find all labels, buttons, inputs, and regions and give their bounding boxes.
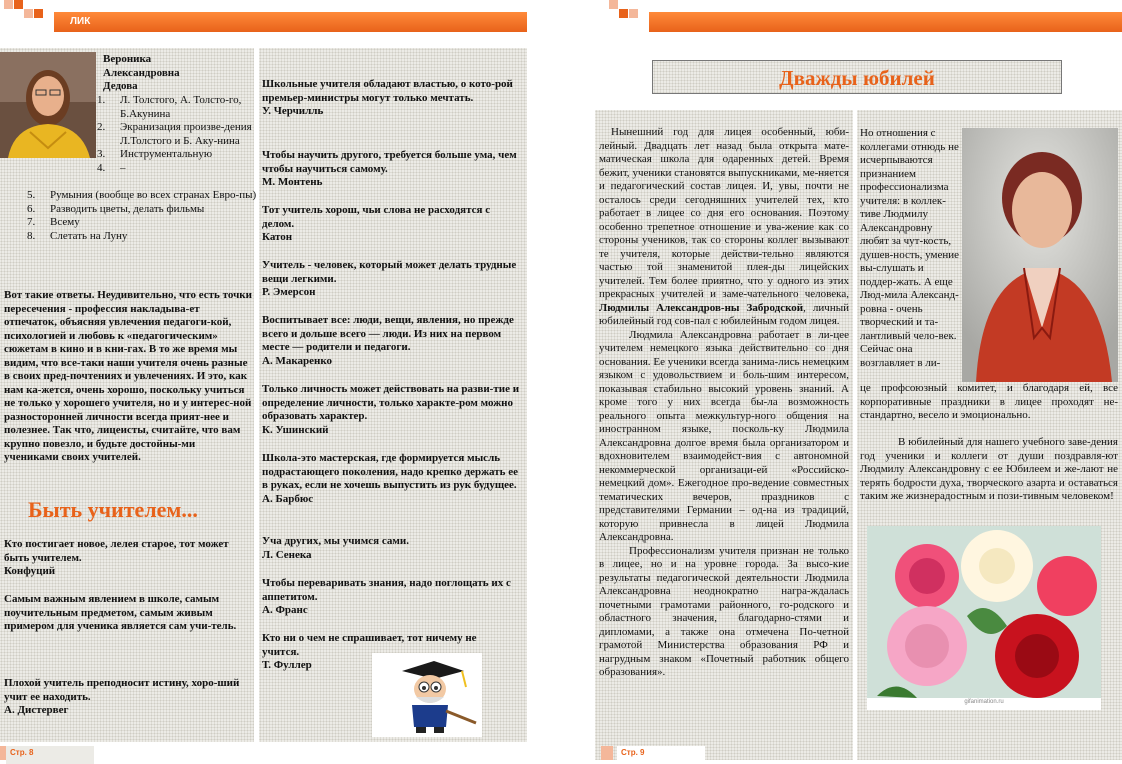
- quote-text: Самым важным явлением в школе, самым поучительным предметом, самым живым примером для ученика является сам учи-тель.: [4, 593, 237, 632]
- page-number-text: Стр. 9: [621, 748, 645, 757]
- quote-text: Уча других, мы учимся сами.: [262, 535, 409, 547]
- answer-item: 3. Инструментальную: [108, 148, 294, 162]
- answer-item: 4. –: [108, 162, 294, 176]
- article-title: Дважды юбилей: [779, 66, 935, 90]
- decor-square: [4, 0, 13, 9]
- professor-cartoon: [372, 653, 482, 737]
- article-col2-intro: Но отношения с коллегами отнюдь не исчерпываются признанием профессионализма учителя: в коллек-тиве Людмилу Александровну любят за чут-кость, душев-ность, умение вы-слушать и поддер-жать. А еще Люд-мила Александ-ровна - очень творческий и та-лантливый чело-век. Сейчас она возглавляет в ли-: [860, 127, 960, 369]
- decor-square: [619, 9, 628, 18]
- profile-name-line: Александровна: [103, 66, 180, 79]
- quote-author: Т. Фуллер: [262, 659, 312, 671]
- footer-marker: [601, 746, 613, 760]
- left-page: [0, 0, 527, 761]
- quote-text: Воспитывает все: люди, вещи, явления, но прежде всего и дольше всего — люди. Из них на первом месте — родители и педагоги.: [262, 314, 514, 353]
- summary-text: Вот такие ответы. Неудивительно, что есть точки пересечения - профессия накладыва-ет отпечаток, объясняя увлечения педагоги-кой, психологией и любовь к «педагогическим» сюжетам в кино и в кни-гах. В то же время мы видим, что все-таки наши учителя очень разные в своих пред-почтениях и увлечениях. И это, как нам ка-жется, очень хорошо, поскольку учиться не только у хорошего учителя, но и у интерес-ной разносторонней личности всегда прият-нее и полезнее. Так что, лицеисты, считайте, что вам крупно повезло, и будьте достойны-ми учениками своих учителей.: [4, 289, 252, 463]
- quote-text: Школьные учителя обладают властью, о кото-рой премьер-министры могут только мечтать.: [262, 78, 513, 104]
- quote-block: [262, 204, 524, 245]
- article-col2-rest: це профсоюзный комитет, и благодаря ей, все корпоративные праздники в лицее проходят не-стандартно, весело и эмоционально.: [860, 382, 1118, 421]
- quote-author: А. Барбюс: [262, 492, 314, 505]
- quote-text: Только личность может действовать на разви-тие и определение личности, только характе-ром можно образовать характер.: [262, 383, 520, 422]
- answer-item: 2. Экранизация произве-дения Л.Толстого и Б. Аку-нина: [108, 121, 294, 148]
- decor-square: [34, 9, 43, 18]
- quote-author: М. Монтень: [262, 176, 323, 188]
- quote-author: А. Франс: [262, 604, 308, 616]
- decor-square: [14, 0, 23, 9]
- answer-item: 6. Разводить цветы, делать фильмы: [38, 203, 288, 217]
- profile-name-line: Дедова: [103, 80, 138, 92]
- quote-author: У. Черчилль: [262, 105, 324, 117]
- article-title-box: [652, 60, 1062, 94]
- answers-list-top: [68, 94, 294, 175]
- profile-name: [103, 53, 253, 94]
- quote-text: Кто постигает новое, лелея старое, тот может быть учителем.: [4, 538, 229, 564]
- teacher-portrait: [962, 128, 1118, 382]
- quote-author: К. Ушинский: [262, 423, 329, 436]
- page-number: [6, 746, 94, 764]
- quote-block: [262, 259, 524, 300]
- profile-name-line: Вероника: [103, 53, 152, 65]
- quote-block: [262, 314, 524, 368]
- quote-author: А. Макаренко: [262, 354, 333, 367]
- paragraph-text: Нынешний год для лицея особенный, юби-лейный. Двадцать лет назад была открыта мате-матическая школа для одаренных детей. Время бежит, ученики становятся выпускниками, ме-няется и педагогический состав лицея. И, увы, почти не осталось среди сегодняшних учителей тех, кто работает в лицее со дня его основания. Поэтому особенно трепетное отношение и ува-жение как со стороны учеников, так со стороны коллег вызывают те учителя, которые действи-тельно являются частью той знаменитой плея-ды лицейских учителей. Тем более приятно, что у одного из этих прекрасных учителей и заме-чательного человека,: [599, 126, 849, 300]
- answer-item: 8. Слетать на Луну: [38, 230, 288, 244]
- header-label: ЛИК: [70, 16, 91, 27]
- quote-text: Учитель - человек, который может делать трудные вещи легкими.: [262, 259, 517, 285]
- right-page: [595, 0, 1122, 761]
- quote-author: Конфуций: [4, 565, 56, 577]
- quote-author: А. Дистервег: [4, 704, 69, 716]
- quote-block: [262, 452, 524, 506]
- quote-text: Школа-это мастерская, где формируется мысль подрастающего поколения, надо крепко держать ее в руках, если не хочешь выпустить из рук будущее.: [262, 452, 518, 491]
- article-col1-text: [599, 126, 849, 680]
- teacher-name: Людмилы Александров-ны Забродской: [599, 301, 804, 314]
- decor-square: [609, 0, 618, 9]
- header-bar: [54, 12, 527, 32]
- quote-author: Р. Эмерсон: [262, 286, 316, 298]
- quote-block: [262, 577, 524, 618]
- decor-square: [629, 9, 638, 18]
- quote-block: [262, 535, 524, 562]
- quote-text: Чтобы научить другого, требуется больше ума, чем чтобы научиться самому.: [262, 149, 517, 175]
- article-paragraph: Людмила Александровна работает в ли-цее учителем немецкого языка действительно со дня основания. Ее ученики всегда занима-лись немецким языком с удовольствием и боль-шим интересом, показывая стабильно высокий уровень знаний. А кроме того у них всегда бы-ла возможность реального опыта межкультур-ного общения на иностранном языке, посколь-ку Людмила Александровна долгое время была организатором и вдохновителем взаимодейст-вия с автономной некоммерческой организаци-ей «Российско-немецкий дом». Ежегодное про-ведение совместных тематических вечеров, праздников с представителями Германии – од-на из традиций, которую привнесла в лицей Людмила Александровна.: [599, 328, 849, 543]
- answer-item: 7. Всему: [38, 216, 288, 230]
- quote-block: [262, 149, 524, 190]
- quote-author: Катон: [262, 231, 293, 243]
- roses-image: [867, 526, 1101, 710]
- quote-text: Чтобы переваривать знания, надо поглощать их с аппетитом.: [262, 577, 511, 603]
- quote-author: Л. Сенека: [262, 548, 312, 561]
- paragraph-text: , личный юбилейный год сов-пал с юбилейным годом лицея.: [599, 301, 849, 327]
- quote-block: [262, 383, 524, 437]
- article-paragraph: Профессионализм учителя признан не только в лицее, но и на уровне города. За высо-кие результаты педагогической деятельности Людмила Александровна неоднократно награ-ждалась почетными грамотами районного, го-родского и областного значения, благодарно-стями и дипломами, а также она отмечена По-четной грамотой Министерства образования РФ и нагрудным знаком «Почетный работник общего образования».: [599, 544, 849, 678]
- section-quote: [4, 538, 252, 579]
- article-col2-wish: В юбилейный для нашего учебного заве-дения год ученики и коллеги от души поздравля-ют Людмилу Александровну с ее Юбилеем и же-лают не терять бодрости духа, творческого азарта и оставаться таким же жизнерадостным и пози-тивным человеком!: [860, 436, 1118, 502]
- quote-text: Кто ни о чем не спрашивает, тот ничему не учится.: [262, 632, 477, 658]
- quote-text: Тот учитель хорош, чьи слова не расходятся с делом.: [262, 204, 491, 230]
- answer-item: 5. Румыния (вообще во всех странах Евро-пы): [38, 189, 288, 203]
- section-quote: [4, 593, 252, 634]
- section-title: Быть учителем...: [28, 497, 198, 522]
- header-bar: [649, 12, 1122, 32]
- footer-marker: [0, 746, 6, 760]
- roses-caption: gifanimation.ru: [964, 699, 1004, 705]
- decor-square: [24, 9, 33, 18]
- quote-block: [262, 78, 524, 119]
- page-number-text: Стр. 8: [10, 748, 34, 757]
- answer-item: 1. Л. Толстого, А. Толсто-го, Б.Акунина: [108, 94, 294, 121]
- article-paragraph: [599, 126, 849, 329]
- section-quote: [4, 677, 252, 718]
- quote-text: Плохой учитель преподносит истину, хоро-ший учит ее находить.: [4, 677, 240, 703]
- answers-list-bottom: [0, 189, 288, 243]
- page-number: [617, 746, 705, 764]
